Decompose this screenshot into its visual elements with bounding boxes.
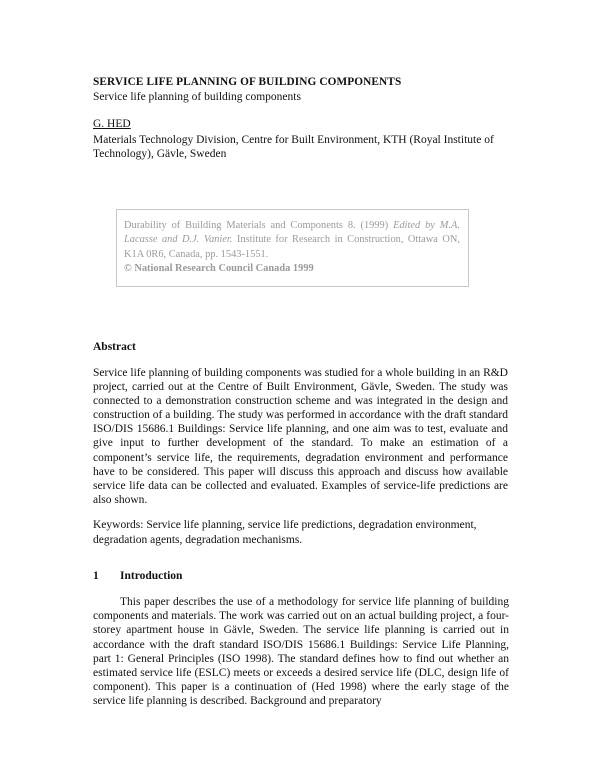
paper-subtitle: Service life planning of building components	[93, 91, 301, 103]
author-affiliation: Materials Technology Division, Centre for Built Environment, KTH (Royal Institute of Technology), Gävle, Sweden	[93, 134, 494, 160]
introduction-text: This paper describes the use of a methodology for service life planning of building components and materials. The work was carried out on an actual building project, a four-storey apartment house in Gävle, Sweden. The service life planning is carried out in accordance with the draft standard ISO/DIS 15686.1 Buildings: Service Life Planning, part 1: General Principles (ISO 1998). The standard defines how to find out whether an estimated service life (ESLC) meets or exceeds a desired service life (DLC, design life of component). This paper is a continuation of (Hed 1998) where the early stage of the service life planning is described. Background and preparatory	[93, 596, 509, 708]
abstract-text: Service life planning of building components was studied for a whole building in an R&D project, carried out at the Centre of Built Environment, Gävle, Sweden. The study was connected to a demonstration construction scheme and was integrated in the design and construction of a building. The study was performed in accordance with the draft standard ISO/DIS 15686.1 Buildings: Service life planning, and one aim was to test, evaluate and give input to further development of the standard. To make an estimation of a component’s service life, the requirements, degradation environment and performance have to be considered. This paper will discuss this approach and discuss how available service life data can be collected and evaluated. Examples of service-life predictions are also shown.	[93, 367, 508, 506]
author-name: G. HED	[93, 118, 131, 130]
section-heading	[93, 570, 182, 582]
abstract-heading: Abstract	[93, 341, 136, 353]
citation-publisher: Institute for Research in Construction, Ottawa ON, K1A 0R6, Canada, pp. 1543-1551.	[124, 234, 461, 260]
citation-source: Durability of Building Materials and Components 8. (1999)	[124, 220, 394, 231]
citation-editors: Edited by M.A. Lacasse and D.J. Vanier.	[124, 220, 460, 246]
citation-box	[116, 209, 469, 287]
citation-copyright: © National Research Council Canada 1999	[124, 262, 314, 274]
paper-title: SERVICE LIFE PLANNING OF BUILDING COMPONENTS	[93, 76, 402, 88]
section-title: Introduction	[120, 570, 183, 582]
keywords: Keywords: Service life planning, service life predictions, degradation environment, degradation agents, degradation mechanisms.	[93, 519, 477, 546]
section-number: 1	[93, 570, 99, 582]
